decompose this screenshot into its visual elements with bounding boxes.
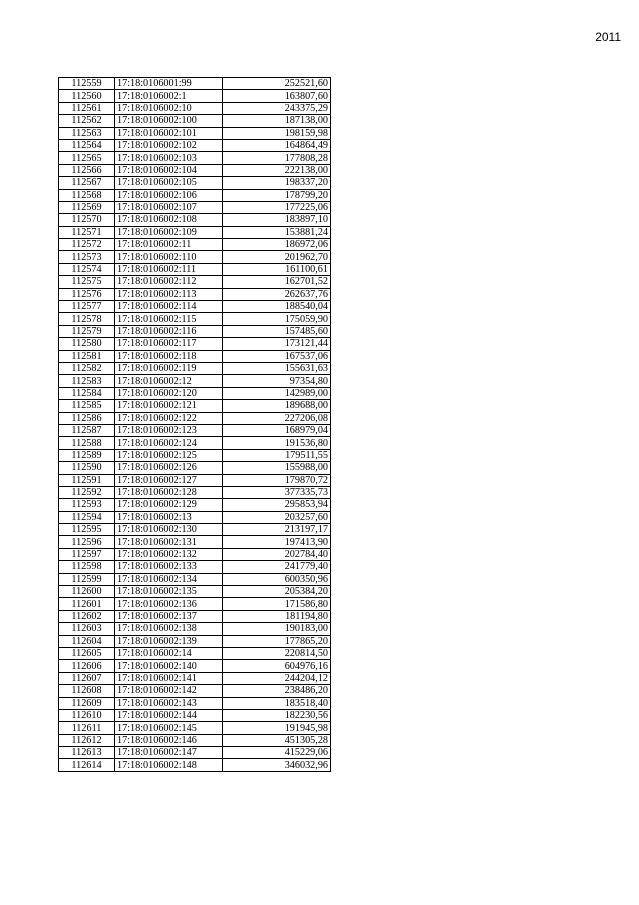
cadastral-value-cell: 262637,76 bbox=[223, 288, 331, 300]
cadastral-number-cell: 17:18:0106002:112 bbox=[115, 276, 223, 288]
row-id-cell: 112569 bbox=[59, 201, 115, 213]
row-id-cell: 112614 bbox=[59, 759, 115, 771]
table-row bbox=[59, 660, 331, 672]
cadastral-number-cell: 17:18:0106002:134 bbox=[115, 573, 223, 585]
table-row bbox=[59, 561, 331, 573]
row-id-cell: 112589 bbox=[59, 449, 115, 461]
table-row bbox=[59, 201, 331, 213]
table-row bbox=[59, 474, 331, 486]
table-row bbox=[59, 301, 331, 313]
cadastral-value-cell: 177865,20 bbox=[223, 635, 331, 647]
row-id-cell: 112576 bbox=[59, 288, 115, 300]
cadastral-value-cell: 198159,98 bbox=[223, 127, 331, 139]
cadastral-number-cell: 17:18:0106002:10 bbox=[115, 102, 223, 114]
row-id-cell: 112598 bbox=[59, 561, 115, 573]
row-id-cell: 112600 bbox=[59, 586, 115, 598]
cadastral-number-cell: 17:18:0106002:13 bbox=[115, 511, 223, 523]
cadastral-value-cell: 178799,20 bbox=[223, 189, 331, 201]
row-id-cell: 112611 bbox=[59, 722, 115, 734]
row-id-cell: 112578 bbox=[59, 313, 115, 325]
cadastral-number-cell: 17:18:0106002:141 bbox=[115, 672, 223, 684]
row-id-cell: 112565 bbox=[59, 152, 115, 164]
cadastral-number-cell: 17:18:0106002:121 bbox=[115, 400, 223, 412]
table-row bbox=[59, 462, 331, 474]
cadastral-number-cell: 17:18:0106002:137 bbox=[115, 610, 223, 622]
cadastral-value-cell: 205384,20 bbox=[223, 586, 331, 598]
table-row bbox=[59, 598, 331, 610]
table-row bbox=[59, 362, 331, 374]
cadastral-number-cell: 17:18:0106002:138 bbox=[115, 623, 223, 635]
cadastral-number-cell: 17:18:0106002:128 bbox=[115, 486, 223, 498]
cadastral-value-cell: 177225,06 bbox=[223, 201, 331, 213]
cadastral-number-cell: 17:18:0106002:123 bbox=[115, 424, 223, 436]
cadastral-number-cell: 17:18:0106002:103 bbox=[115, 152, 223, 164]
row-id-cell: 112604 bbox=[59, 635, 115, 647]
table-row bbox=[59, 127, 331, 139]
cadastral-number-cell: 17:18:0106002:106 bbox=[115, 189, 223, 201]
table-row bbox=[59, 709, 331, 721]
row-id-cell: 112592 bbox=[59, 486, 115, 498]
table-row bbox=[59, 288, 331, 300]
table-row bbox=[59, 697, 331, 709]
cadastral-value-cell: 183897,10 bbox=[223, 214, 331, 226]
cadastral-value-cell: 190183,00 bbox=[223, 623, 331, 635]
table-row bbox=[59, 647, 331, 659]
cadastral-value-cell: 415229,06 bbox=[223, 747, 331, 759]
table-row bbox=[59, 338, 331, 350]
cadastral-value-cell: 191536,80 bbox=[223, 437, 331, 449]
cadastral-number-cell: 17:18:0106002:104 bbox=[115, 164, 223, 176]
cadastral-value-cell: 191945,98 bbox=[223, 722, 331, 734]
table-row bbox=[59, 251, 331, 263]
table-row bbox=[59, 387, 331, 399]
cadastral-value-cell: 201962,70 bbox=[223, 251, 331, 263]
cadastral-value-cell: 203257,60 bbox=[223, 511, 331, 523]
cadastral-number-cell: 17:18:0106002:102 bbox=[115, 139, 223, 151]
table-row bbox=[59, 610, 331, 622]
cadastral-value-cell: 377335,73 bbox=[223, 486, 331, 498]
table-row bbox=[59, 759, 331, 771]
row-id-cell: 112602 bbox=[59, 610, 115, 622]
row-id-cell: 112575 bbox=[59, 276, 115, 288]
row-id-cell: 112610 bbox=[59, 709, 115, 721]
table-row bbox=[59, 536, 331, 548]
row-id-cell: 112599 bbox=[59, 573, 115, 585]
table-row bbox=[59, 115, 331, 127]
cadastral-number-cell: 17:18:0106002:118 bbox=[115, 350, 223, 362]
cadastral-value-cell: 168979,04 bbox=[223, 424, 331, 436]
row-id-cell: 112580 bbox=[59, 338, 115, 350]
table-row bbox=[59, 189, 331, 201]
cadastral-number-cell: 17:18:0106002:107 bbox=[115, 201, 223, 213]
table-row bbox=[59, 672, 331, 684]
cadastral-value-cell: 243375,29 bbox=[223, 102, 331, 114]
cadastral-value-cell: 451305,28 bbox=[223, 734, 331, 746]
table-row bbox=[59, 548, 331, 560]
row-id-cell: 112594 bbox=[59, 511, 115, 523]
table-row bbox=[59, 214, 331, 226]
cadastral-value-cell: 346032,96 bbox=[223, 759, 331, 771]
table-row bbox=[59, 152, 331, 164]
cadastral-value-cell: 187138,00 bbox=[223, 115, 331, 127]
row-id-cell: 112605 bbox=[59, 647, 115, 659]
cadastral-value-cell: 222138,00 bbox=[223, 164, 331, 176]
cadastral-value-cell: 181194,80 bbox=[223, 610, 331, 622]
cadastral-value-cell: 238486,20 bbox=[223, 685, 331, 697]
cadastral-value-cell: 167537,06 bbox=[223, 350, 331, 362]
row-id-cell: 112571 bbox=[59, 226, 115, 238]
row-id-cell: 112560 bbox=[59, 90, 115, 102]
row-id-cell: 112585 bbox=[59, 400, 115, 412]
row-id-cell: 112606 bbox=[59, 660, 115, 672]
cadastral-value-cell: 157485,60 bbox=[223, 325, 331, 337]
table-row bbox=[59, 635, 331, 647]
row-id-cell: 112609 bbox=[59, 697, 115, 709]
cadastral-value-cell: 241779,40 bbox=[223, 561, 331, 573]
cadastral-number-cell: 17:18:0106002:125 bbox=[115, 449, 223, 461]
cadastral-number-cell: 17:18:0106002:147 bbox=[115, 747, 223, 759]
row-id-cell: 112595 bbox=[59, 524, 115, 536]
table-row bbox=[59, 499, 331, 511]
cadastral-number-cell: 17:18:0106002:127 bbox=[115, 474, 223, 486]
row-id-cell: 112581 bbox=[59, 350, 115, 362]
table-row bbox=[59, 375, 331, 387]
row-id-cell: 112590 bbox=[59, 462, 115, 474]
cadastral-value-cell: 179511,55 bbox=[223, 449, 331, 461]
table-row bbox=[59, 685, 331, 697]
cadastral-number-cell: 17:18:0106002:115 bbox=[115, 313, 223, 325]
cadastral-number-cell: 17:18:0106002:119 bbox=[115, 362, 223, 374]
cadastral-value-cell: 173121,44 bbox=[223, 338, 331, 350]
cadastral-number-cell: 17:18:0106002:133 bbox=[115, 561, 223, 573]
table-row bbox=[59, 400, 331, 412]
cadastral-number-cell: 17:18:0106002:131 bbox=[115, 536, 223, 548]
cadastral-value-cell: 604976,16 bbox=[223, 660, 331, 672]
row-id-cell: 112601 bbox=[59, 598, 115, 610]
cadastral-value-cell: 202784,40 bbox=[223, 548, 331, 560]
cadastral-number-cell: 17:18:0106002:111 bbox=[115, 263, 223, 275]
page-number: 2011 bbox=[595, 30, 621, 44]
cadastral-number-cell: 17:18:0106002:130 bbox=[115, 524, 223, 536]
cadastral-number-cell: 17:18:0106002:12 bbox=[115, 375, 223, 387]
row-id-cell: 112593 bbox=[59, 499, 115, 511]
table-row bbox=[59, 573, 331, 585]
row-id-cell: 112567 bbox=[59, 177, 115, 189]
cadastral-value-cell: 161100,61 bbox=[223, 263, 331, 275]
table-row bbox=[59, 524, 331, 536]
row-id-cell: 112563 bbox=[59, 127, 115, 139]
table-row bbox=[59, 449, 331, 461]
row-id-cell: 112586 bbox=[59, 412, 115, 424]
cadastral-value-cell: 177808,28 bbox=[223, 152, 331, 164]
cadastral-value-cell: 220814,50 bbox=[223, 647, 331, 659]
cadastral-number-cell: 17:18:0106002:100 bbox=[115, 115, 223, 127]
table-row bbox=[59, 586, 331, 598]
table-row bbox=[59, 78, 331, 90]
cadastral-number-cell: 17:18:0106002:139 bbox=[115, 635, 223, 647]
table-row bbox=[59, 102, 331, 114]
cadastral-number-cell: 17:18:0106002:146 bbox=[115, 734, 223, 746]
row-id-cell: 112582 bbox=[59, 362, 115, 374]
row-id-cell: 112559 bbox=[59, 78, 115, 90]
cadastral-number-cell: 17:18:0106002:120 bbox=[115, 387, 223, 399]
table-row bbox=[59, 177, 331, 189]
row-id-cell: 112570 bbox=[59, 214, 115, 226]
cadastral-value-cell: 155631,63 bbox=[223, 362, 331, 374]
table-row bbox=[59, 139, 331, 151]
table-row bbox=[59, 747, 331, 759]
cadastral-value-cell: 244204,12 bbox=[223, 672, 331, 684]
cadastral-value-cell: 179870,72 bbox=[223, 474, 331, 486]
row-id-cell: 112612 bbox=[59, 734, 115, 746]
cadastral-value-cell: 155988,00 bbox=[223, 462, 331, 474]
table-row bbox=[59, 90, 331, 102]
row-id-cell: 112561 bbox=[59, 102, 115, 114]
cadastral-number-cell: 17:18:0106002:109 bbox=[115, 226, 223, 238]
cadastral-value-cell: 142989,00 bbox=[223, 387, 331, 399]
table-row bbox=[59, 325, 331, 337]
table-row bbox=[59, 511, 331, 523]
cadastral-number-cell: 17:18:0106002:132 bbox=[115, 548, 223, 560]
cadastral-number-cell: 17:18:0106002:142 bbox=[115, 685, 223, 697]
cadastral-value-cell: 252521,60 bbox=[223, 78, 331, 90]
table-row bbox=[59, 424, 331, 436]
cadastral-number-cell: 17:18:0106002:113 bbox=[115, 288, 223, 300]
row-id-cell: 112583 bbox=[59, 375, 115, 387]
cadastral-number-cell: 17:18:0106002:114 bbox=[115, 301, 223, 313]
row-id-cell: 112613 bbox=[59, 747, 115, 759]
table-row bbox=[59, 734, 331, 746]
cadastral-value-cell: 188540,04 bbox=[223, 301, 331, 313]
cadastral-value-cell: 162701,52 bbox=[223, 276, 331, 288]
cadastral-value-cell: 189688,00 bbox=[223, 400, 331, 412]
cadastral-number-cell: 17:18:0106002:117 bbox=[115, 338, 223, 350]
cadastral-number-cell: 17:18:0106002:126 bbox=[115, 462, 223, 474]
table-body bbox=[59, 78, 331, 772]
cadastral-value-cell: 198337,20 bbox=[223, 177, 331, 189]
table-row bbox=[59, 164, 331, 176]
cadastral-value-cell: 197413,90 bbox=[223, 536, 331, 548]
cadastral-number-cell: 17:18:0106002:124 bbox=[115, 437, 223, 449]
row-id-cell: 112588 bbox=[59, 437, 115, 449]
cadastral-number-cell: 17:18:0106002:11 bbox=[115, 239, 223, 251]
cadastral-number-cell: 17:18:0106002:143 bbox=[115, 697, 223, 709]
cadastral-number-cell: 17:18:0106002:1 bbox=[115, 90, 223, 102]
row-id-cell: 112596 bbox=[59, 536, 115, 548]
table-row bbox=[59, 412, 331, 424]
row-id-cell: 112603 bbox=[59, 623, 115, 635]
row-id-cell: 112572 bbox=[59, 239, 115, 251]
cadastral-number-cell: 17:18:0106002:145 bbox=[115, 722, 223, 734]
cadastral-number-cell: 17:18:0106002:14 bbox=[115, 647, 223, 659]
cadastral-number-cell: 17:18:0106002:101 bbox=[115, 127, 223, 139]
table-row bbox=[59, 263, 331, 275]
row-id-cell: 112579 bbox=[59, 325, 115, 337]
cadastral-value-cell: 182230,56 bbox=[223, 709, 331, 721]
cadastral-number-cell: 17:18:0106002:122 bbox=[115, 412, 223, 424]
table-row bbox=[59, 276, 331, 288]
cadastral-value-cell: 153881,24 bbox=[223, 226, 331, 238]
cadastral-number-cell: 17:18:0106002:144 bbox=[115, 709, 223, 721]
table-row bbox=[59, 623, 331, 635]
row-id-cell: 112597 bbox=[59, 548, 115, 560]
table-row bbox=[59, 313, 331, 325]
cadastral-value-cell: 186972,06 bbox=[223, 239, 331, 251]
cadastral-value-cell: 97354,80 bbox=[223, 375, 331, 387]
cadastral-number-cell: 17:18:0106002:105 bbox=[115, 177, 223, 189]
table-row bbox=[59, 722, 331, 734]
row-id-cell: 112587 bbox=[59, 424, 115, 436]
cadastral-number-cell: 17:18:0106002:135 bbox=[115, 586, 223, 598]
cadastral-value-cell: 227206,08 bbox=[223, 412, 331, 424]
cadastral-number-cell: 17:18:0106001:99 bbox=[115, 78, 223, 90]
row-id-cell: 112564 bbox=[59, 139, 115, 151]
cadastral-number-cell: 17:18:0106002:116 bbox=[115, 325, 223, 337]
cadastral-number-cell: 17:18:0106002:129 bbox=[115, 499, 223, 511]
row-id-cell: 112566 bbox=[59, 164, 115, 176]
cadastral-number-cell: 17:18:0106002:136 bbox=[115, 598, 223, 610]
row-id-cell: 112573 bbox=[59, 251, 115, 263]
cadastral-value-cell: 213197,17 bbox=[223, 524, 331, 536]
cadastral-number-cell: 17:18:0106002:110 bbox=[115, 251, 223, 263]
cadastral-value-cell: 163807,60 bbox=[223, 90, 331, 102]
cadastral-number-cell: 17:18:0106002:148 bbox=[115, 759, 223, 771]
table-row bbox=[59, 226, 331, 238]
cadastral-value-cell: 171586,80 bbox=[223, 598, 331, 610]
row-id-cell: 112607 bbox=[59, 672, 115, 684]
cadastral-value-cell: 175059,90 bbox=[223, 313, 331, 325]
table-row bbox=[59, 437, 331, 449]
table-row bbox=[59, 239, 331, 251]
row-id-cell: 112608 bbox=[59, 685, 115, 697]
table-row bbox=[59, 486, 331, 498]
row-id-cell: 112577 bbox=[59, 301, 115, 313]
cadastral-value-cell: 600350,96 bbox=[223, 573, 331, 585]
row-id-cell: 112568 bbox=[59, 189, 115, 201]
cadastral-number-cell: 17:18:0106002:140 bbox=[115, 660, 223, 672]
row-id-cell: 112574 bbox=[59, 263, 115, 275]
cadastral-value-cell: 164864,49 bbox=[223, 139, 331, 151]
row-id-cell: 112591 bbox=[59, 474, 115, 486]
row-id-cell: 112562 bbox=[59, 115, 115, 127]
row-id-cell: 112584 bbox=[59, 387, 115, 399]
cadastral-number-cell: 17:18:0106002:108 bbox=[115, 214, 223, 226]
cadastral-value-cell: 295853,94 bbox=[223, 499, 331, 511]
cadastral-value-cell: 183518,40 bbox=[223, 697, 331, 709]
table-row bbox=[59, 350, 331, 362]
cadastral-value-table bbox=[58, 77, 331, 772]
